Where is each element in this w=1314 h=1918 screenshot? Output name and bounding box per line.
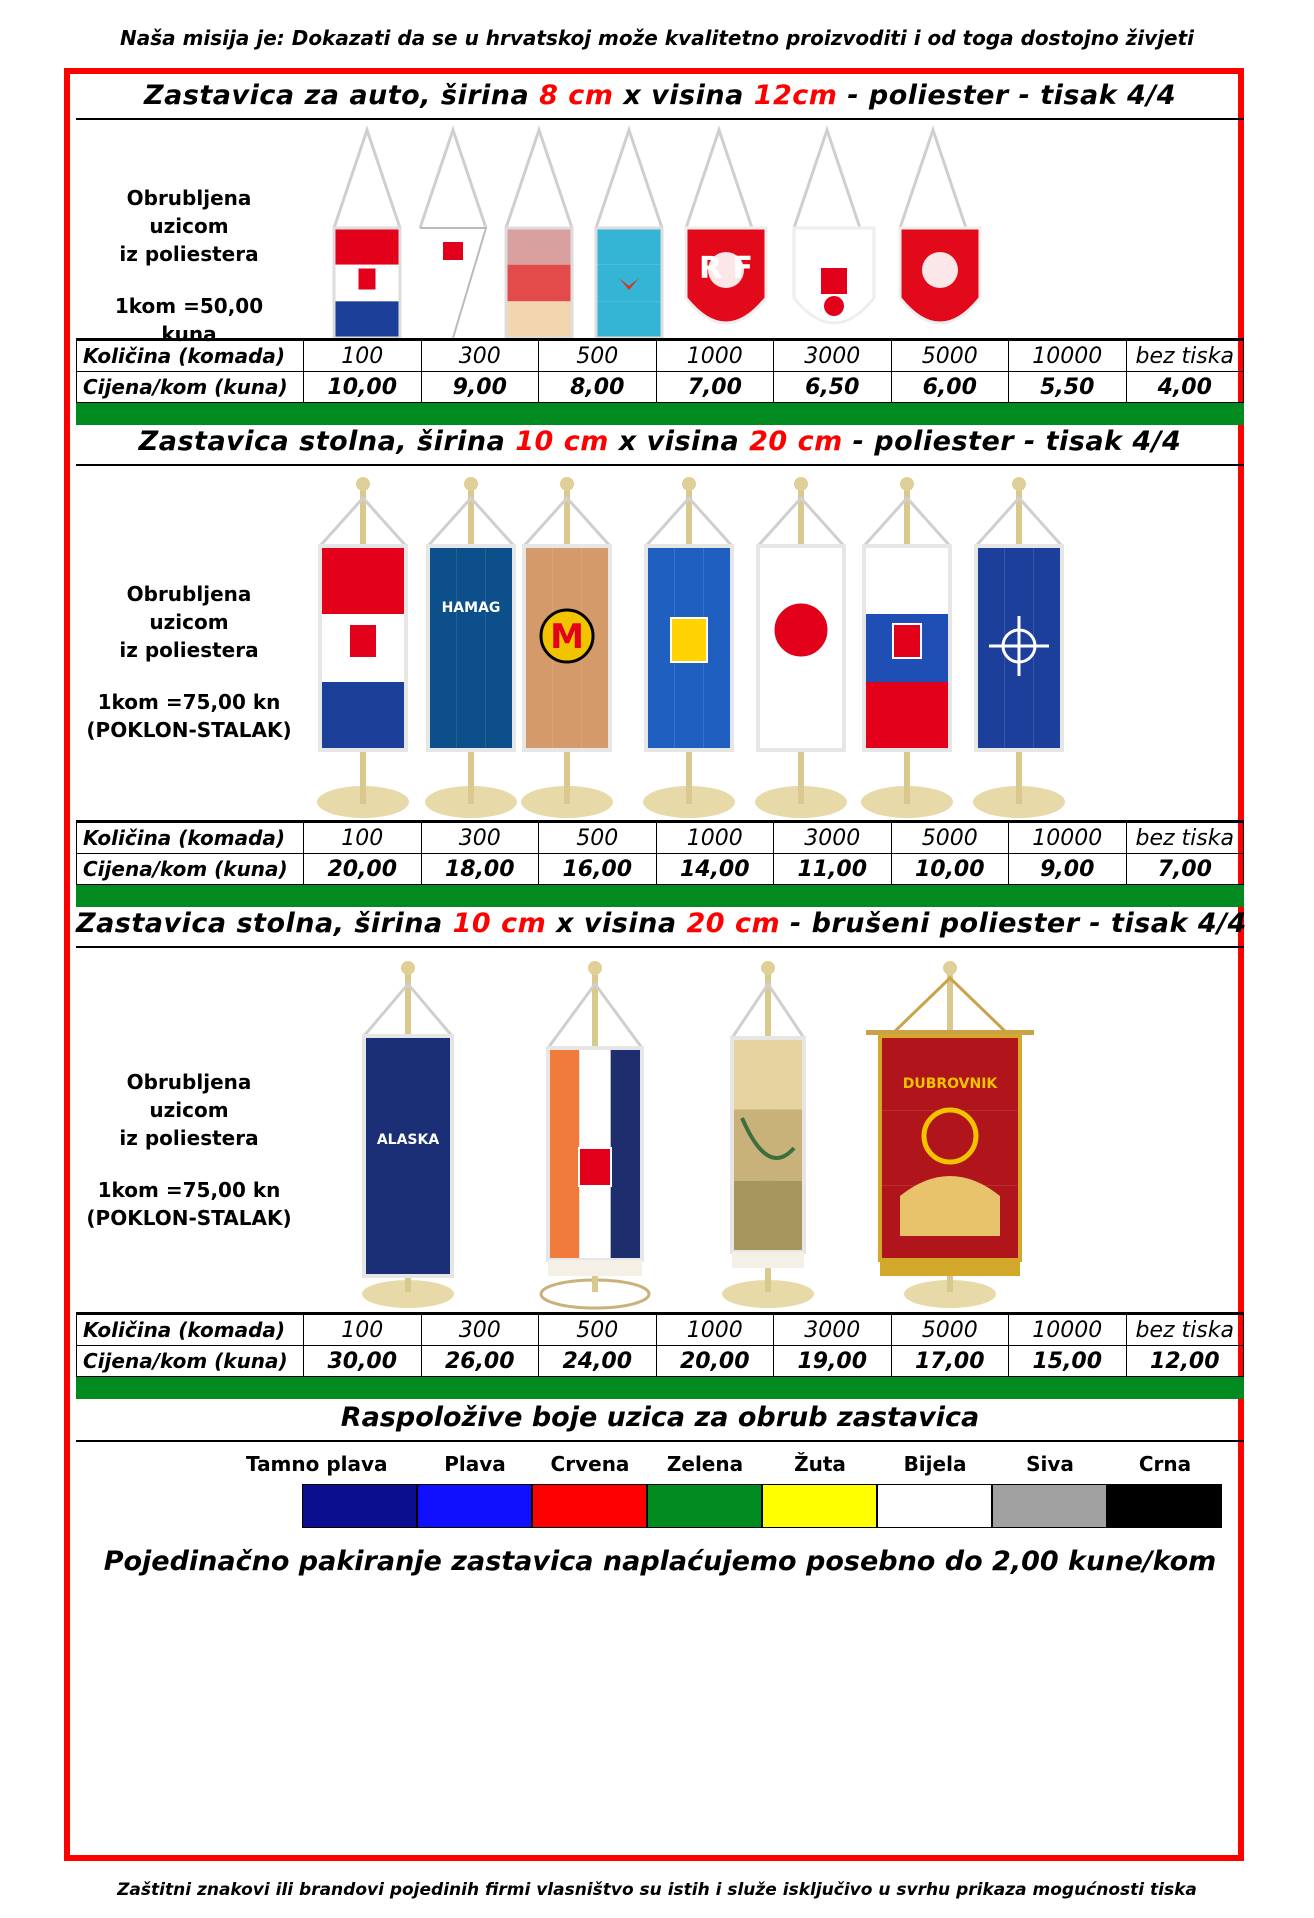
price-cell: 30,00 bbox=[304, 1346, 422, 1377]
quantity-cell: 5000 bbox=[891, 1315, 1009, 1346]
pole-finial bbox=[560, 477, 574, 491]
flag-stripe bbox=[457, 546, 486, 750]
color-swatch bbox=[992, 1484, 1107, 1528]
table-flag bbox=[521, 477, 613, 818]
quantity-label: Količina (komada) bbox=[77, 1315, 304, 1346]
flag-stripe bbox=[485, 546, 514, 750]
price-cell: 18,00 bbox=[421, 854, 539, 885]
price-cell: 6,50 bbox=[774, 372, 892, 403]
price-cell: 7,00 bbox=[1126, 854, 1244, 885]
price-cell: 11,00 bbox=[774, 854, 892, 885]
section-title bbox=[76, 74, 1244, 120]
color-swatch bbox=[302, 1484, 417, 1528]
title-text: x visina bbox=[613, 80, 754, 111]
title-width: 10 cm bbox=[452, 908, 547, 939]
quantity-label: Količina (komada) bbox=[77, 341, 304, 372]
color-swatch bbox=[532, 1484, 647, 1528]
flag-stripe bbox=[864, 546, 950, 614]
price-table bbox=[76, 340, 1244, 403]
trademark-note: Zaštitni znakovi ili brandovi pojedinih firmi vlasništvo su istih i služe isključivo u svrhu prikaza mogućnosti tiska bbox=[117, 1880, 1197, 1900]
desc-line: iz poliestera bbox=[119, 638, 259, 662]
brushed-flag bbox=[722, 961, 814, 1308]
quantity-cell: 300 bbox=[421, 823, 539, 854]
title-height: 20 cm bbox=[749, 426, 843, 457]
flag-stripe bbox=[506, 265, 572, 302]
quantity-cell: 3000 bbox=[774, 341, 892, 372]
price-row bbox=[77, 854, 1244, 885]
quantity-cell: 5000 bbox=[891, 341, 1009, 372]
flag-stripe bbox=[732, 1181, 804, 1252]
flag-stripe bbox=[596, 228, 662, 265]
flag-fringe bbox=[548, 1260, 642, 1276]
price-cell: 14,00 bbox=[656, 854, 774, 885]
color-swatch bbox=[417, 1484, 532, 1528]
quantity-cell: bez tiska bbox=[1126, 823, 1244, 854]
flag-stripe bbox=[364, 1116, 452, 1196]
table-flag bbox=[861, 477, 953, 818]
section-title bbox=[76, 902, 1247, 948]
flag-stripe bbox=[880, 1111, 1020, 1186]
price-label: Cijena/kom (kuna) bbox=[77, 1346, 304, 1377]
flag-gallery bbox=[300, 466, 1244, 820]
pole-finial bbox=[682, 477, 696, 491]
quantity-label: Količina (komada) bbox=[77, 823, 304, 854]
flag-label: HAMAG bbox=[441, 600, 501, 616]
flag-stripe bbox=[596, 265, 662, 302]
price-cell: 15,00 bbox=[1009, 1346, 1127, 1377]
car-flag bbox=[794, 130, 874, 323]
desc-price: 1kom =75,00 kn bbox=[97, 690, 281, 714]
flag-stripe bbox=[320, 546, 406, 614]
hanging-cord bbox=[794, 130, 860, 228]
price-cell: 16,00 bbox=[539, 854, 657, 885]
desc-note: (POKLON-STALAK) bbox=[86, 718, 292, 742]
title-height: 12cm bbox=[753, 80, 838, 111]
quantity-row bbox=[77, 823, 1244, 854]
flag-gallery bbox=[300, 948, 1244, 1312]
quantity-cell: 1000 bbox=[656, 341, 774, 372]
title-width: 8 cm bbox=[539, 80, 614, 111]
desc-price: 1kom =75,00 kn bbox=[97, 1178, 281, 1202]
quantity-cell: bez tiska bbox=[1126, 341, 1244, 372]
flag-stripe bbox=[548, 1048, 579, 1260]
table-flag bbox=[755, 477, 847, 818]
croatia-shield-icon bbox=[358, 268, 376, 290]
hanging-cord bbox=[900, 130, 966, 228]
pole-finial bbox=[761, 961, 775, 975]
price-cell: 17,00 bbox=[891, 1346, 1009, 1377]
car-flag bbox=[900, 130, 980, 323]
pole-finial bbox=[900, 477, 914, 491]
bowling-emblem-icon bbox=[773, 602, 829, 658]
price-label: Cijena/kom (kuna) bbox=[77, 372, 304, 403]
quantity-cell: bez tiska bbox=[1126, 1315, 1244, 1346]
quantity-cell: 10000 bbox=[1009, 341, 1127, 372]
flag-label: ALASKA bbox=[376, 1132, 440, 1148]
hanging-cord bbox=[506, 130, 572, 228]
quantity-cell: 300 bbox=[421, 1315, 539, 1346]
desc-line: Obrubljena uzicom bbox=[126, 186, 252, 238]
flag-emblem bbox=[821, 268, 847, 294]
price-cell: 6,00 bbox=[891, 372, 1009, 403]
flag-stripe bbox=[976, 546, 1005, 750]
section-title bbox=[76, 420, 1244, 466]
color-swatch bbox=[877, 1484, 992, 1528]
pole-finial bbox=[1012, 477, 1026, 491]
quantity-cell: 500 bbox=[539, 341, 657, 372]
title-width: 10 cm bbox=[515, 426, 609, 457]
color-label: Žuta bbox=[794, 1452, 846, 1476]
title-text: x visina bbox=[608, 426, 750, 457]
price-row bbox=[77, 1346, 1244, 1377]
brushed-flag bbox=[362, 961, 454, 1308]
description bbox=[84, 184, 294, 348]
colors-title: Raspoložive boje uzica za obrub zastavica bbox=[76, 1396, 1244, 1442]
price-label: Cijena/kom (kuna) bbox=[77, 854, 304, 885]
price-cell: 26,00 bbox=[421, 1346, 539, 1377]
quantity-cell: 300 bbox=[421, 341, 539, 372]
title-text: - poliester - tisak 4/4 bbox=[842, 426, 1182, 457]
table-flag bbox=[643, 477, 735, 818]
color-label: Zelena bbox=[666, 1452, 744, 1476]
title-text: Zastavica stolna, širina bbox=[76, 908, 453, 939]
price-cell: 4,00 bbox=[1126, 372, 1244, 403]
price-cell: 8,00 bbox=[539, 372, 657, 403]
coat-of-arms-icon bbox=[893, 624, 921, 658]
price-cell: 20,00 bbox=[656, 1346, 774, 1377]
car-flag bbox=[596, 130, 662, 338]
price-cell: 5,50 bbox=[1009, 372, 1127, 403]
table-flag bbox=[317, 477, 409, 818]
quantity-cell: 100 bbox=[304, 1315, 422, 1346]
section-car-flag bbox=[76, 74, 1244, 425]
pole-finial bbox=[401, 961, 415, 975]
price-cell: 24,00 bbox=[539, 1346, 657, 1377]
hanging-cord bbox=[596, 130, 662, 228]
price-cell: 9,00 bbox=[421, 372, 539, 403]
desc-line: iz poliestera bbox=[119, 1126, 259, 1150]
desc-line: iz poliestera bbox=[119, 242, 259, 266]
hanging-cord bbox=[420, 130, 486, 228]
pole-finial bbox=[464, 477, 478, 491]
title-text: Zastavica stolna, širina bbox=[138, 426, 516, 457]
flag-stripe bbox=[334, 228, 400, 265]
title-text: - poliester - tisak 4/4 bbox=[837, 80, 1176, 111]
title-text: x visina bbox=[546, 908, 687, 939]
city-shield-icon bbox=[671, 618, 707, 662]
flag-emblem bbox=[443, 242, 463, 260]
price-list-frame bbox=[64, 68, 1247, 1861]
flag-stripe bbox=[611, 1048, 642, 1260]
hanging-cord bbox=[334, 130, 400, 228]
price-row bbox=[77, 372, 1244, 403]
price-table bbox=[76, 822, 1244, 885]
title-text: - brušeni poliester - tisak 4/4 bbox=[780, 908, 1247, 939]
flag-stripe bbox=[864, 682, 950, 750]
quantity-cell: 1000 bbox=[656, 823, 774, 854]
quantity-cell: 100 bbox=[304, 823, 422, 854]
flag-fringe bbox=[880, 1260, 1020, 1276]
section-body bbox=[76, 120, 1244, 346]
flag-stripe bbox=[334, 301, 400, 338]
quantity-cell: 1000 bbox=[656, 1315, 774, 1346]
quantity-cell: 500 bbox=[539, 823, 657, 854]
car-flag bbox=[506, 130, 572, 338]
price-cell: 10,00 bbox=[891, 854, 1009, 885]
packing-note: Pojedinačno pakiranje zastavica naplaćujemo posebno do 2,00 kune/kom bbox=[103, 1546, 1217, 1577]
color-swatch bbox=[762, 1484, 877, 1528]
mission-statement: Naša misija je: Dokazati da se u hrvatskoj može kvalitetno proizvoditi i od toga dostojno živjeti bbox=[119, 26, 1195, 50]
color-swatch bbox=[647, 1484, 762, 1528]
flag-stripe bbox=[880, 1036, 1020, 1111]
pole-finial bbox=[794, 477, 808, 491]
section-brushed-flag bbox=[76, 902, 1247, 1399]
flag-fringe bbox=[732, 1252, 804, 1268]
quantity-cell: 100 bbox=[304, 341, 422, 372]
pole-finial bbox=[356, 477, 370, 491]
price-table bbox=[76, 1314, 1244, 1377]
color-label: Siva bbox=[1026, 1452, 1074, 1476]
price-cell: 12,00 bbox=[1126, 1346, 1244, 1377]
cord-colors-section bbox=[76, 1396, 1244, 1577]
pole-finial bbox=[588, 961, 602, 975]
flag-stripe bbox=[364, 1196, 452, 1276]
color-label: Plava bbox=[444, 1452, 506, 1476]
desc-note: (POKLON-STALAK) bbox=[86, 1206, 292, 1230]
color-swatches bbox=[302, 1484, 1222, 1528]
table-flag bbox=[425, 477, 517, 818]
flag-stripe bbox=[506, 301, 572, 338]
flag-stripe bbox=[596, 301, 662, 338]
quantity-row bbox=[77, 1315, 1244, 1346]
coat-of-arms-icon bbox=[579, 1148, 611, 1186]
section-table-flag bbox=[76, 420, 1244, 907]
price-cell: 19,00 bbox=[774, 1346, 892, 1377]
coat-of-arms-icon bbox=[349, 624, 377, 658]
desc-line: Obrubljena uzicom bbox=[126, 1070, 252, 1122]
pole-finial bbox=[943, 961, 957, 975]
desc-price: 1kom =50,00 kuna bbox=[114, 294, 264, 346]
table-flag bbox=[973, 477, 1065, 818]
flag-label: M bbox=[550, 617, 584, 657]
section-body bbox=[76, 948, 1244, 1314]
flag-stripe bbox=[428, 546, 457, 750]
section-body bbox=[76, 466, 1244, 822]
price-cell: 10,00 bbox=[304, 372, 422, 403]
title-height: 20 cm bbox=[686, 908, 781, 939]
price-cell: 7,00 bbox=[656, 372, 774, 403]
brushed-flag bbox=[866, 961, 1034, 1308]
color-label: Crna bbox=[1138, 1452, 1192, 1476]
desc-line: Obrubljena uzicom bbox=[126, 582, 252, 634]
flag-label: R F bbox=[698, 251, 754, 286]
brushed-flag bbox=[541, 961, 649, 1308]
color-swatch bbox=[1107, 1484, 1222, 1528]
flag-stripe bbox=[732, 1038, 804, 1109]
description bbox=[84, 1068, 294, 1232]
price-cell: 9,00 bbox=[1009, 854, 1127, 885]
color-labels bbox=[76, 1442, 1244, 1482]
flag-gallery bbox=[300, 120, 1244, 338]
description bbox=[84, 580, 294, 744]
quantity-cell: 500 bbox=[539, 1315, 657, 1346]
color-label: Bijela bbox=[903, 1452, 967, 1476]
car-flag bbox=[334, 130, 400, 338]
ball-icon bbox=[824, 296, 844, 316]
car-flag bbox=[420, 130, 486, 338]
quantity-cell: 10000 bbox=[1009, 823, 1127, 854]
flag-stripe bbox=[506, 228, 572, 265]
title-text: Zastavica za auto, širina bbox=[144, 80, 540, 111]
car-flag bbox=[686, 130, 766, 323]
quantity-cell: 5000 bbox=[891, 823, 1009, 854]
quantity-cell: 3000 bbox=[774, 823, 892, 854]
color-label: Tamno plava bbox=[246, 1452, 388, 1476]
flag-stripe bbox=[320, 682, 406, 750]
flag-label: DUBROVNIK bbox=[902, 1076, 998, 1092]
quantity-cell: 10000 bbox=[1009, 1315, 1127, 1346]
flag-emblem bbox=[922, 252, 958, 288]
color-label: Crvena bbox=[550, 1452, 630, 1476]
flag-stripe bbox=[364, 1036, 452, 1116]
flag-stripe bbox=[1033, 546, 1062, 750]
hanging-cord bbox=[686, 130, 752, 228]
price-cell: 20,00 bbox=[304, 854, 422, 885]
quantity-cell: 3000 bbox=[774, 1315, 892, 1346]
